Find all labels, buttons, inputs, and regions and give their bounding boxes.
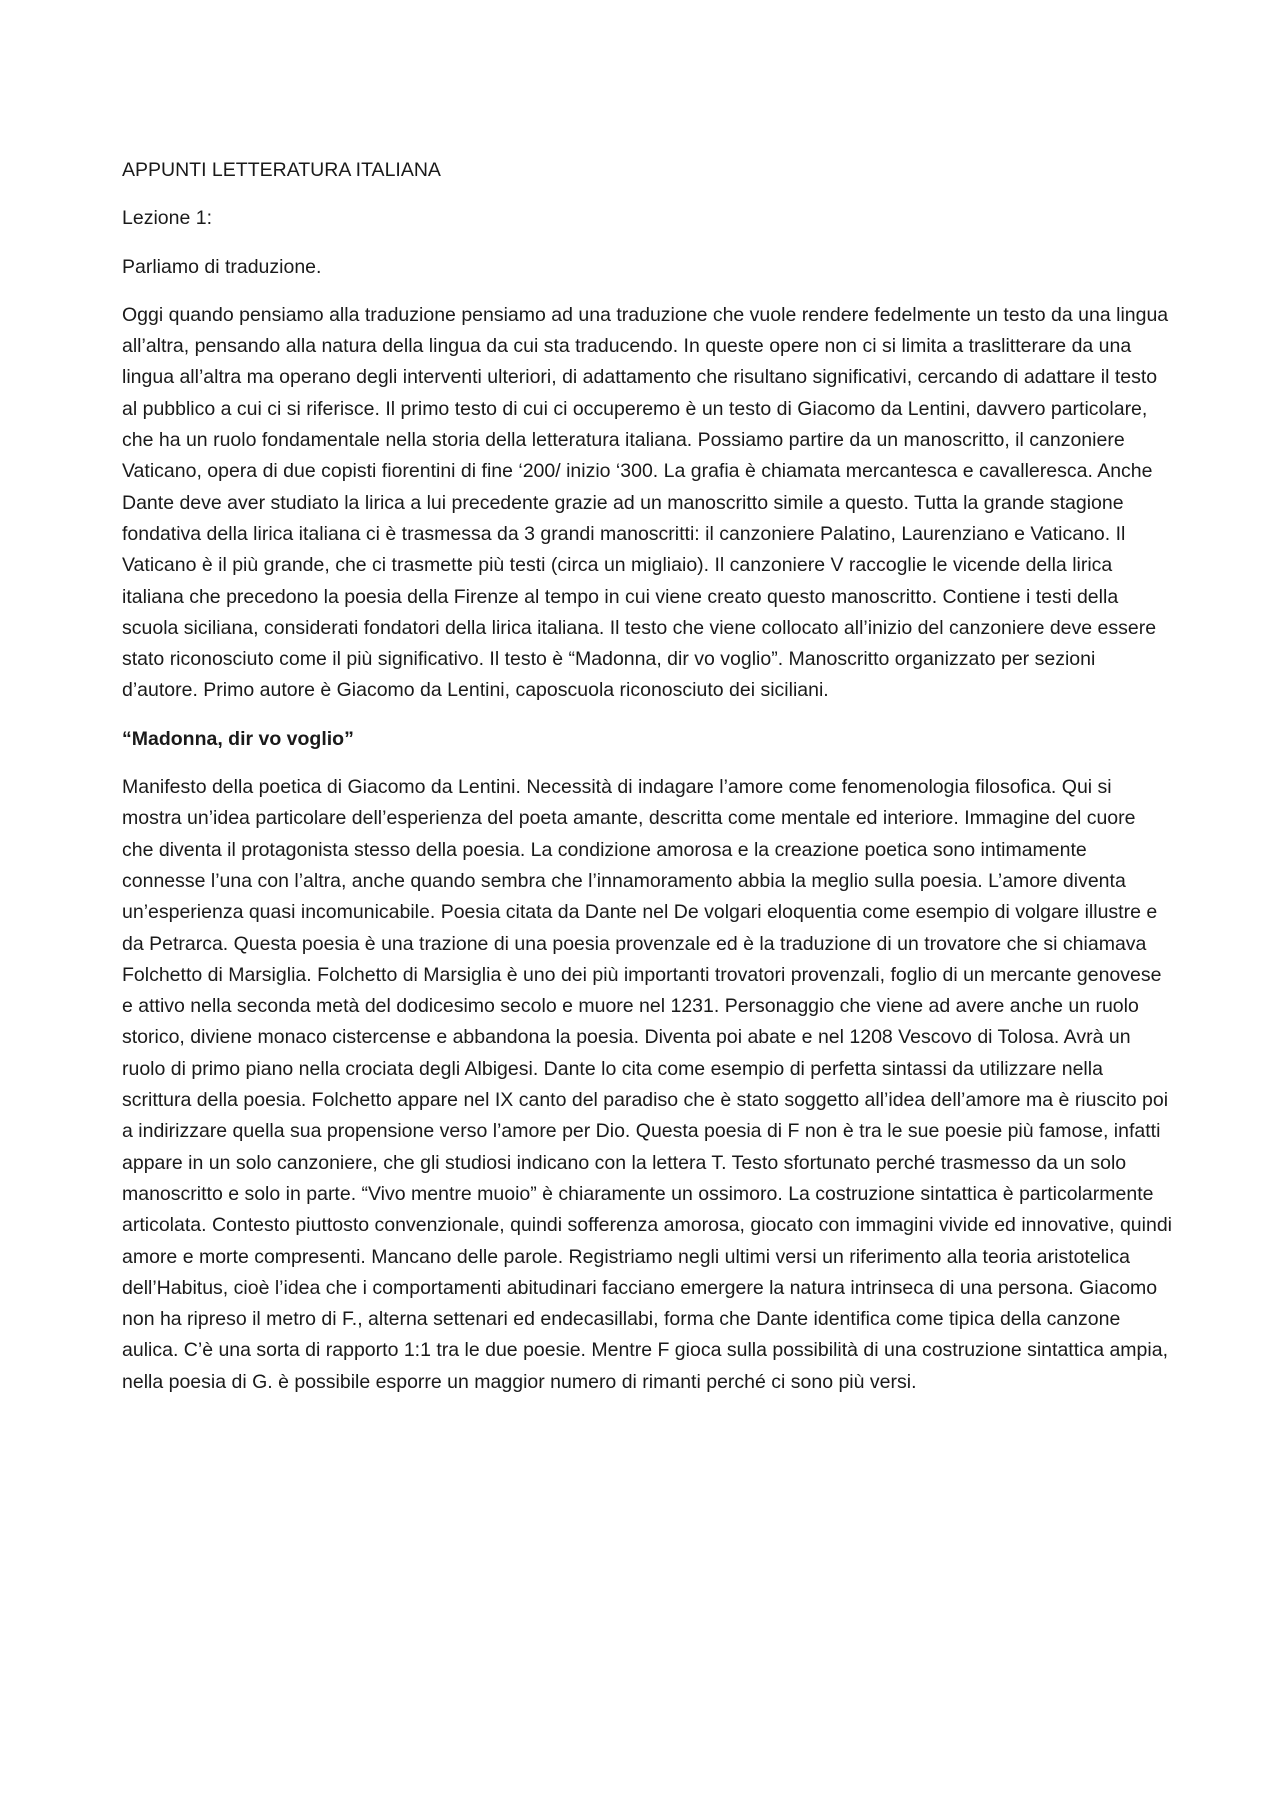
lesson-label: Lezione 1:: [122, 207, 212, 230]
paragraph-intro: Oggi quando pensiamo alla traduzione pensiamo ad una traduzione che vuole rendere fedelmente un testo da una lingua all’altra, pensando alla natura della lingua da cui sta traducendo. In queste opere non ci si limita a traslitterare da una lingua all’altra ma operano degli interventi ulteriori, di adattamento che risultano significativi, cercando di adattare il testo al pubblico a cui ci si riferisce. Il primo testo di cui ci occuperemo è un testo di Giacomo da Lentini, davvero particolare, che ha un ruolo fondamentale nella storia della letteratura italiana. Possiamo partire da un manoscritto, il canzoniere Vaticano, opera di due copisti fiorentini di fine ‘200/ inizio ‘300. La grafia è chiamata mercantesca e cavalleresca. Anche Dante deve aver studiato la lirica a lui precedente grazie ad un manoscritto simile a questo. Tutta la grande stagione fondativa della lirica italiana ci è trasmessa da 3 grandi manoscritti: il canzoniere Palatino, Laurenziano e Vaticano. Il Vaticano è il più grande, che ci trasmette più testi (circa un migliaio). Il canzoniere V raccoglie le vicende della lirica italiana che precedono la poesia della Firenze al tempo in cui viene creato questo manoscritto. Contiene i testi della scuola siciliana, considerati fondatori della lirica italiana. Il testo che viene collocato all’inizio del canzoniere deve essere stato riconosciuto come il più significativo. Il testo è “Madonna, dir vo voglio”. Manoscritto organizzato per sezioni d’autore. Primo autore è Giacomo da Lentini, caposcuola riconosciuto dei siciliani.: [122, 303, 1169, 702]
paragraph-analysis: Manifesto della poetica di Giacomo da Lentini. Necessità di indagare l’amore come fenomenologia filosofica. Qui si mostra un’idea particolare dell’esperienza del poeta amante, descritta come mentale ed interiore. Immagine del cuore che diventa il protagonista stesso della poesia. La condizione amorosa e la creazione poetica sono intimamente connesse l’una con l’altra, anche quando sembra che l’innamoramento abbia la meglio sulla poesia. L’amore diventa un’esperienza quasi incomunicabile. Poesia citata da Dante nel De volgari eloquentia come esempio di volgare illustre e da Petrarca. Questa poesia è una trazione di una poesia provenzale ed è la traduzione di un trovatore che si chiamava Folchetto di Marsiglia. Folchetto di Marsiglia è uno dei più importanti trovatori provenzali, foglio di un mercante genovese e attivo nella seconda metà del dodicesimo secolo e muore nel 1231. Personaggio che viene ad avere anche un ruolo storico, diviene monaco cistercense e abbandona la poesia. Diventa poi abate e nel 1208 Vescovo di Tolosa. Avrà un ruolo di primo piano nella crociata degli Albigesi. Dante lo cita come esempio di perfetta sintassi da utilizzare nella scrittura della poesia. Folchetto appare nel IX canto del paradiso che è stato soggetto all’idea dell’amore ma è riuscito poi a indirizzare quella sua propensione verso l’amore per Dio. Questa poesia di F non è tra le sue poesie più famose, infatti appare in un solo canzoniere, che gli studiosi indicano con la lettera T. Testo sfortunato perché trasmesso da un solo manoscritto e solo in parte. “Vivo mentre muoio” è chiaramente un ossimoro. La costruzione sintattica è particolarmente articolata. Contesto piuttosto convenzionale, quindi sofferenza amorosa, giocato con immagini vivide ed innovative, quindi amore e morte compresenti. Mancano delle parole. Registriamo negli ultimi versi un riferimento alla teoria aristotelica dell’Habitus, cioè l’idea che i comportamenti abitudinari facciano emergere la natura intrinseca di una persona. Giacomo non ha ripreso il metro di F., alterna settenari ed endecasillabi, forma che Dante identifica come tipica della canzone aulica. C’è una sorta di rapporto 1:1 tra le due poesie. Mentre F gioca sulla possibilità di una costruzione sintattica ampia, nella poesia di G. è possibile esporre un maggior numero di rimanti perché ci sono più versi.: [122, 776, 1173, 1393]
document-title: APPUNTI LETTERATURA ITALIANA: [122, 159, 441, 181]
document-body: [122, 155, 1172, 1415]
topic-line: Parliamo di traduzione.: [122, 255, 322, 278]
section-heading: “Madonna, dir vo voglio”: [122, 727, 354, 750]
